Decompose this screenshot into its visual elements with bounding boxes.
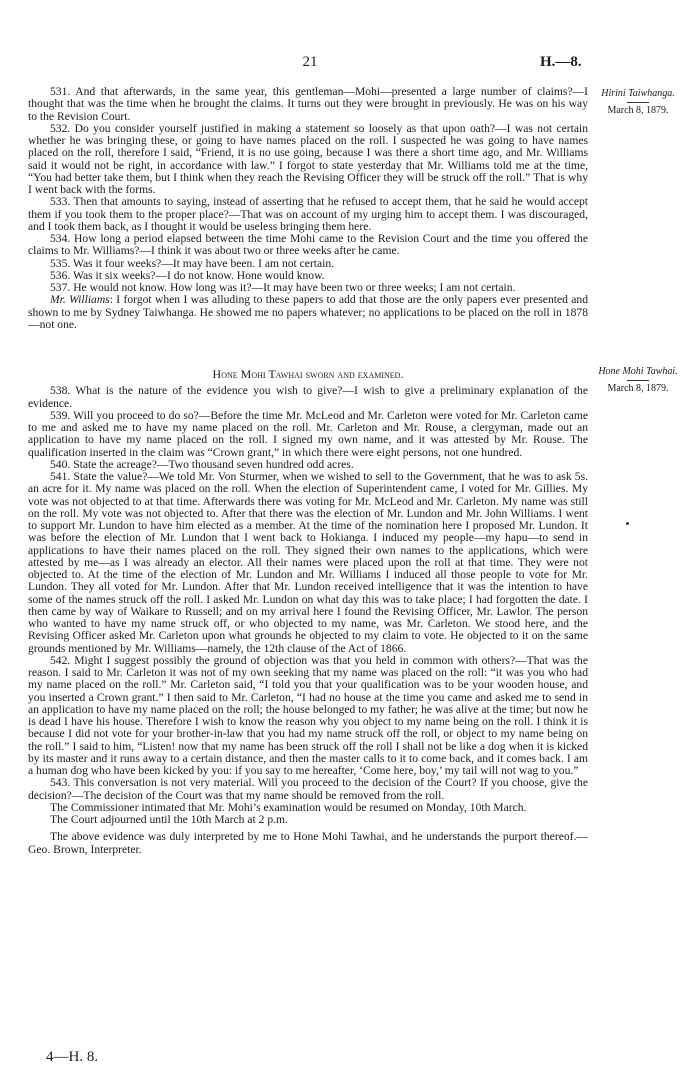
paragraph-535: 535. Was it four weeks?—It may have been. I am not certain. — [50, 256, 335, 270]
witness-heading: Hone Mohi Tawhai sworn and examined. — [212, 367, 404, 381]
paragraph-542: 542. Might I suggest possibly the ground of objection was that you held in common with others?—That was the reason. I said to Mr. Carleton it was not of my own seeking that my name was placed on the roll: “it was you who had my name placed on the roll.” Mr. Carleton said, “I told you that your qualification was to be your wooden house, and you inserted a Crown grant.” I then said to Mr. Carleton, “I had no house at the time you came and asked me to send in an application to have my name placed on the roll; the house belonged to my father; he was alive at the time; but now he is dead I have his house. Therefore I wish to know the reason why you object to my name being on the roll. I think it is because I did not vote for your brother-in-law that you had my name struck off the roll, or object to my name being on the roll.” I said to him, “Listen! now that my name has been struck off the roll I shall not be like a dog when it is kicked by its master and it runs away to a certain distance, and then the master calls to it to come back, and it comes back. I am a human dog who have been kicked by you: if you say to me hereafter, ‘Come here, boy,’ my tail will not wag to you.” — [28, 653, 588, 777]
document-reference: H.—8. — [540, 54, 582, 70]
signature-mark: 4—H. 8. — [46, 1049, 99, 1065]
page-number: 21 — [302, 54, 318, 70]
paragraph-532: 532. Do you consider yourself justified in making a statement so loosely as that upon oath?—I was not certain whether he was bringing these, or going to have names placed on the roll. I suspected he was going to have names placed on the roll, therefore I said, “Friend, it is no use going, because I was there a short time ago, and Mr. Williams said it would not be right, in accordance with law.” I forgot to state yesterday that Mr. Williams told me at the time, “You had better take them, but I think when they reach the Revising Officer they will be struck off the roll.” That is why I went back with the forms. — [28, 121, 588, 196]
margin-note-name: Hone Mohi Tawhai. — [598, 366, 678, 377]
margin-note-date: March 8, 1879. — [607, 105, 669, 116]
second-text-column — [28, 368, 588, 856]
stray-mark — [626, 522, 629, 525]
paragraph-541: 541. State the value?—We told Mr. Von Sturmer, when we wished to sell to the Government, that he was to ask 5s. an acre for it. My name was placed on the roll. When the election of Superintendent came, I voted for Mr. Gillies. My vote was not objected to at that time. Afterwards there was voting for Mr. McLeod and Mr. Carleton. My name was still on the roll. My vote was not objected to. After that there was the election of Mr. Lundon and Mr. John Williams. I went to support Mr. Lundon to have him elected as a member. At the time of the nomination here I proposed Mr. Lundon. It was before the election of Mr. Lundon that I went back to Hokianga. I induced my people—my hapu—to send in applications to have their names placed on the roll. They signed their own names to the applications, which were attested by me—as I was already an elector. All their names were placed upon the roll at that time. They were not objected to. At the time of the election of Mr. Lundon and Mr. Williams I induced all those people to vote for Mr. Lundon. They all voted for Mr. Lundon. After that Mr. Lundon received intelligence that it was the intention to have some of the names struck off the roll. I asked Mr. Lundon on what day this was to take place; I had forgotten the date. I then came by way of Waikare to Russell; and on my arrival here I found the Revising Officer, Mr. Lawlor. The person who wanted to have my name struck off, or who objected to my name, was Mr. Carleton. We stood here, and the Revising Officer asked Mr. Carleton upon what grounds he objected to my claim to vote. He objected to it on the same grounds mentioned by Mr. Williams—namely, the 12th clause of the Act of 1866. — [28, 470, 588, 655]
margin-note-1 — [598, 88, 678, 117]
margin-note-name: Hirini Taiwhanga. — [601, 88, 675, 99]
paragraph-539: 539. Will you proceed to do so?—Before the time Mr. McLeod and Mr. Carleton were voted for Mr. Carleton came to me and asked me to have my name placed on the roll. Mr. Carleton and Mr. Rouse, a clergyman, made out an application to have my name placed on the roll. I signed my own name, and it was attested by Mr. Rouse. The qualification inserted in the claim was “Crown grant,” in which there were eight persons, not one hundred. — [28, 408, 588, 459]
commissioner-note: The Commissioner intimated that Mr. Mohi’s examination would be resumed on Monday, 10th March. — [50, 800, 527, 814]
margin-note-2 — [598, 366, 678, 395]
speaker-statement: : I forgot when I was alluding to these papers to add that those are the only papers ever presented and shown to me by Sydney Taiwhanga. He showed me no papers whatever; no applications to be placed on the roll in 1878—not one. — [28, 293, 588, 331]
paragraph-534: 534. How long a period elapsed between the time Mohi came to the Revision Court and the time you offered the claims to Mr. Williams?—I think it was about two or three weeks after he came. — [28, 232, 588, 258]
interpreter-certification: The above evidence was duly interpreted by me to Hone Mohi Tawhai, and he understands the purport thereof.—Geo. Brown, Interpreter. — [28, 830, 588, 856]
paragraph-538: 538. What is the nature of the evidence you wish to give?—I wish to give a preliminary explanation of the evidence. — [28, 384, 588, 410]
main-text-column — [28, 86, 588, 331]
paragraph-543: 543. This conversation is not very material. Will you proceed to the decision of the Court? If you choose, give the decision?—The decision of the Court was that my name should be removed from the roll. — [28, 776, 588, 802]
margin-rule — [627, 102, 649, 103]
paragraph-536: 536. Was it six weeks?—I do not know. Hone would know. — [50, 268, 325, 282]
speaker-name: Mr. Williams — [50, 293, 110, 307]
margin-rule — [627, 380, 649, 381]
paragraph-537: 537. He would not know. How long was it?—It may have been two or three weeks; I am not certain. — [50, 281, 516, 294]
paragraph-540: 540. State the acreage?—Two thousand seven hundred odd acres. — [50, 457, 354, 471]
adjournment-note: The Court adjourned until the 10th March at 2 p.m. — [50, 813, 288, 826]
margin-note-date: March 8, 1879. — [607, 383, 669, 394]
paragraph-533: 533. Then that amounts to saying, instead of asserting that he refused to accept them, that he said he would accept them if you took them to the proper place?—That was on account of my urging him to accept them. I was discouraged, and I took them back, as I thought it would be useless bringing them here. — [28, 195, 588, 233]
paragraph-531: 531. And that afterwards, in the same year, this gentleman—Mohi—presented a large number of claims?—I thought that was the time when he brought the claims. It turns out they were brought in previously. He was on his way to the Revision Court. — [28, 85, 588, 123]
williams-statement — [28, 294, 588, 331]
